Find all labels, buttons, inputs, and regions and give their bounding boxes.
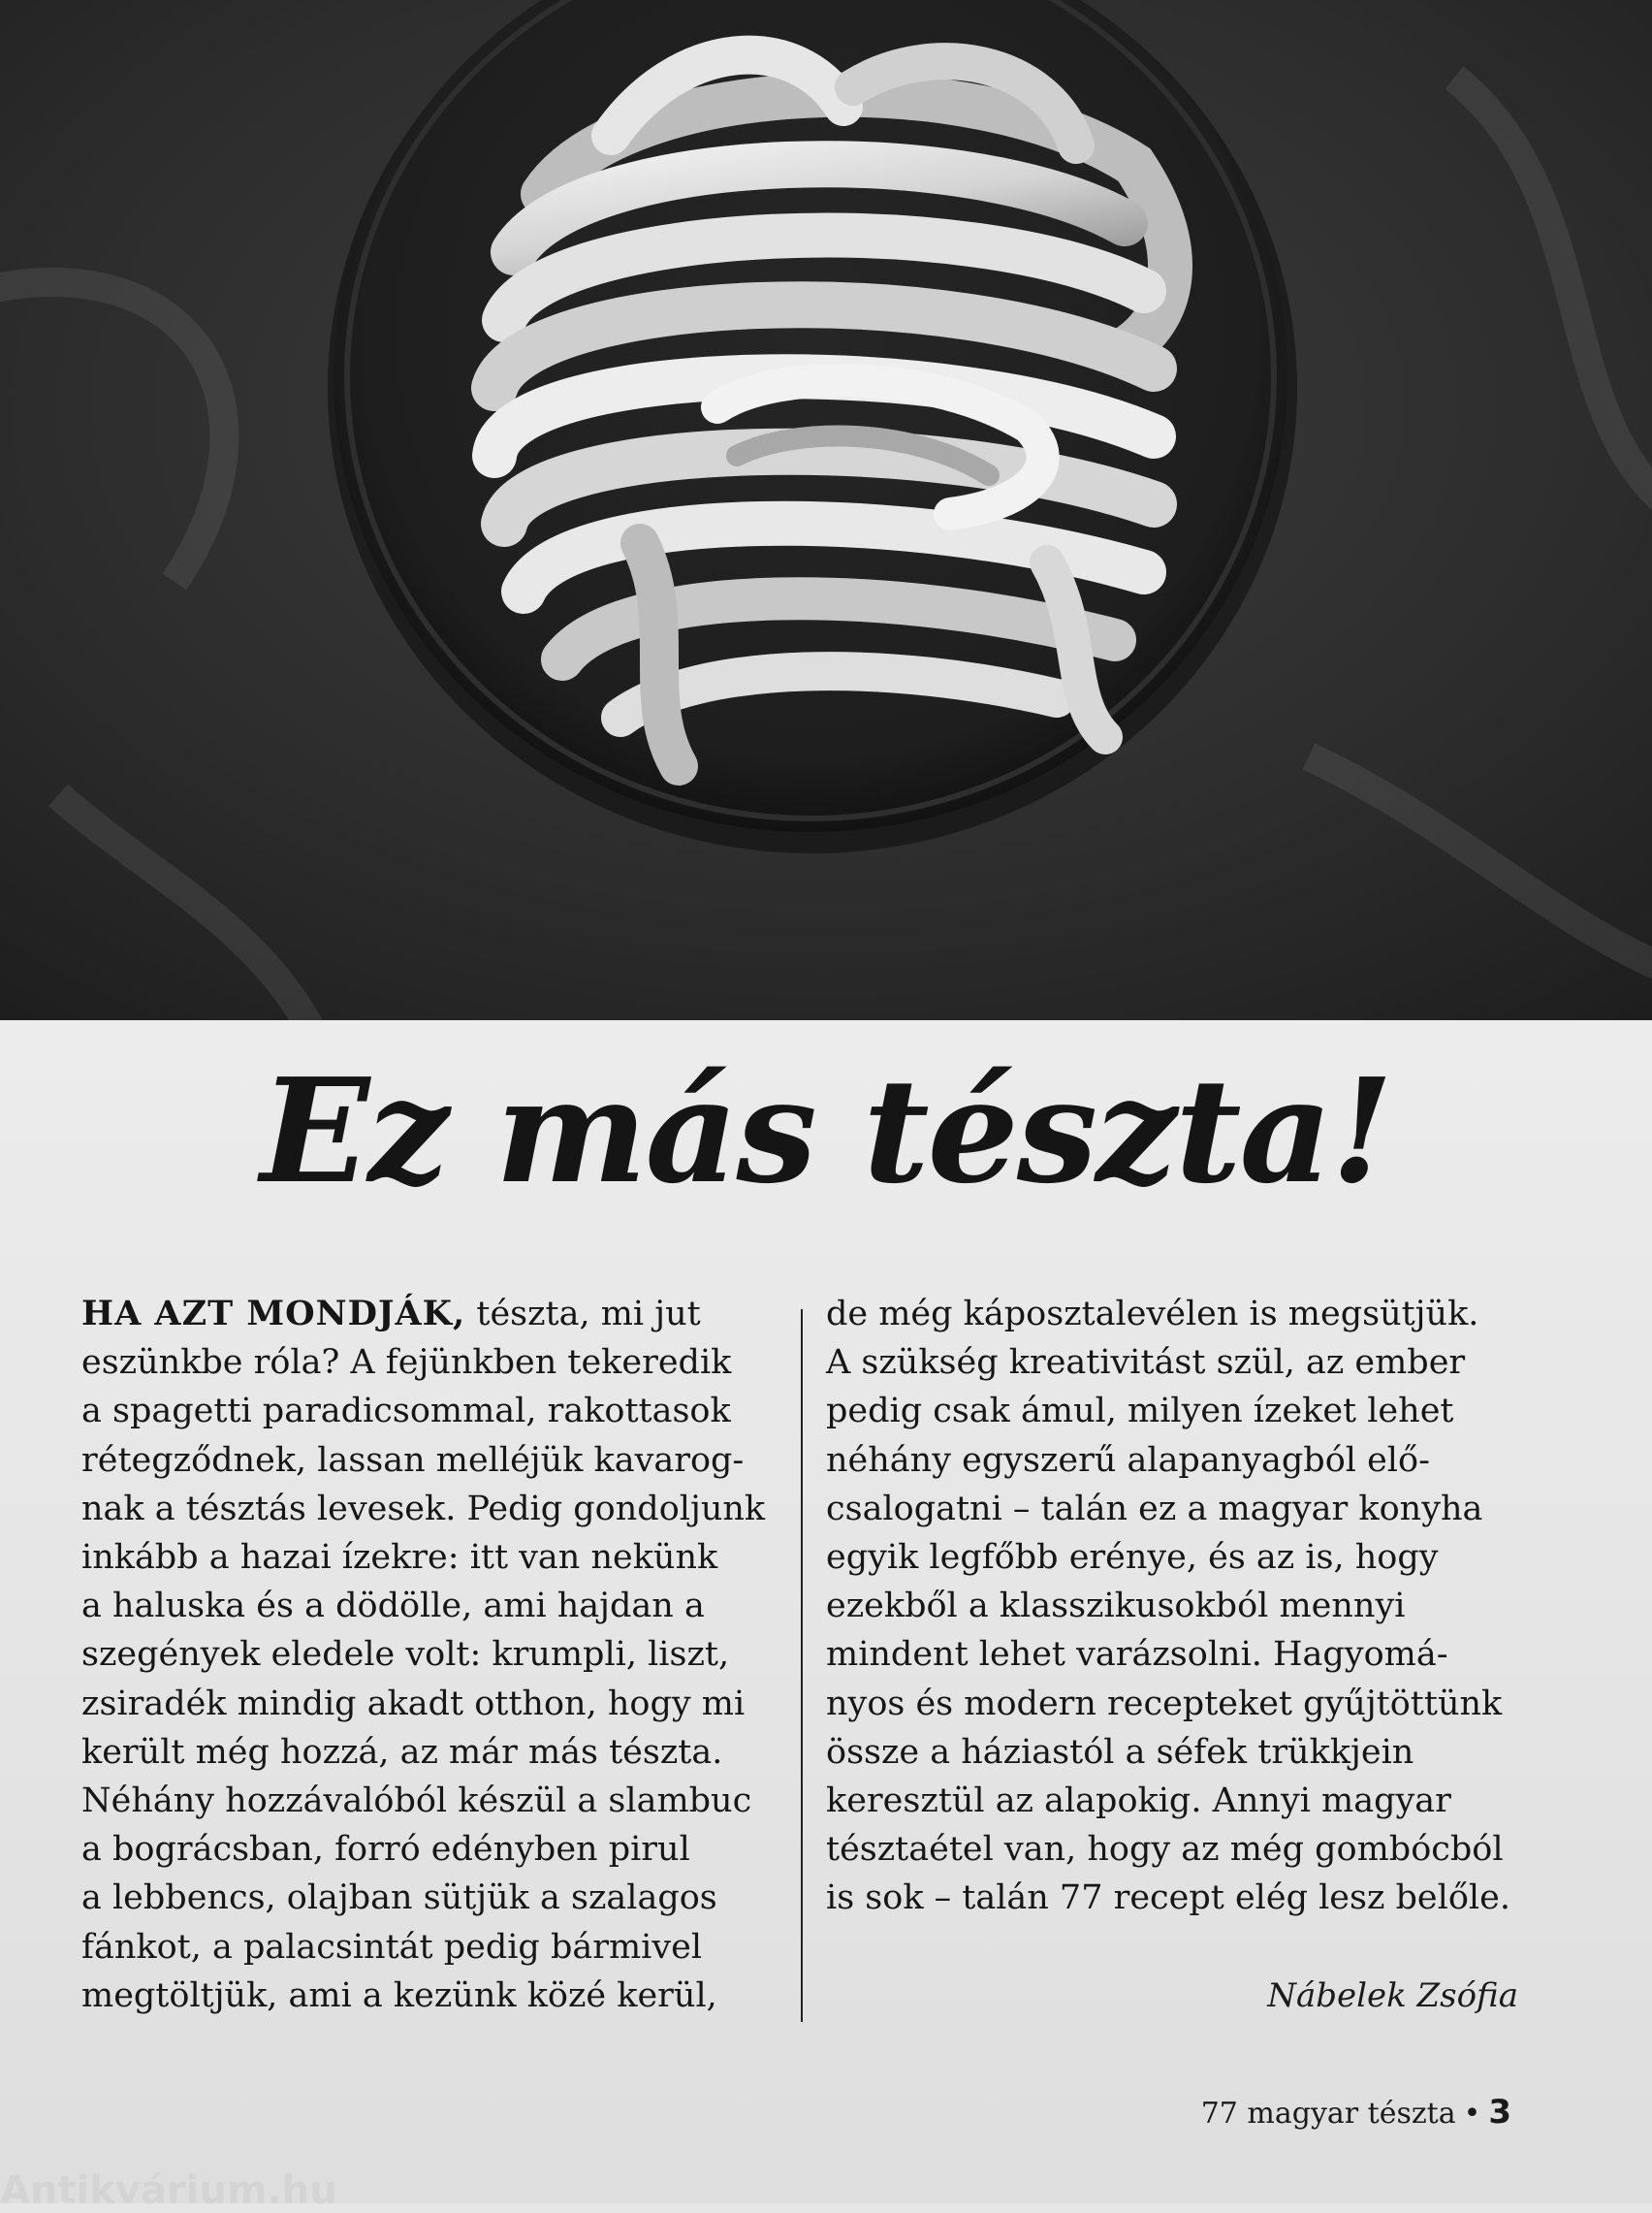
article-line: rétegződnek, lassan melléjük kavarog- bbox=[81, 1440, 745, 1480]
watermark: Antikvárium.hu bbox=[0, 2168, 337, 2213]
article-line: Néhány hozzávalóból készül a slambuc bbox=[81, 1781, 752, 1821]
page-footer bbox=[1201, 2093, 1511, 2132]
article-line: nak a tésztás levesek. Pedig gondoljunk bbox=[81, 1489, 766, 1528]
article-line: fánkot, a palacsintát pedig bármivel bbox=[81, 1927, 703, 1967]
article-line: nyos és modern recepteket gyűjtöttünk bbox=[826, 1684, 1503, 1723]
article-line: A szükség kreativitást szül, az ember bbox=[826, 1343, 1466, 1383]
article-line: csalogatni – talán ez a magyar konyha bbox=[826, 1489, 1483, 1528]
article-column-right bbox=[826, 1290, 1524, 1923]
article-line: néhány egyszerű alapanyagból elő- bbox=[826, 1440, 1430, 1480]
article-line: HA AZT MONDJÁK, tészta, mi jut bbox=[81, 1294, 701, 1333]
article-line: eszünkbe róla? A fejünkben tekeredik bbox=[81, 1343, 732, 1383]
header-photo bbox=[0, 0, 1652, 1020]
article-line: pedig csak ámul, milyen ízeket lehet bbox=[826, 1392, 1454, 1431]
article-line: a spagetti paradicsommal, rakottasok bbox=[81, 1392, 731, 1431]
book-title: 77 magyar tészta bbox=[1200, 2097, 1456, 2131]
column-divider bbox=[801, 1309, 803, 2022]
article-line: a haluska és a dödölle, ami hajdan a bbox=[81, 1587, 705, 1626]
article-line: is sok – talán 77 recept elég lesz belőle. bbox=[826, 1878, 1510, 1918]
article-line: zsiradék mindig akadt otthon, hogy mi bbox=[81, 1684, 746, 1723]
article-line: megtöltjük, ami a kezünk közé kerül, bbox=[81, 1975, 717, 2015]
article-line: a lebbencs, olajban sütjük a szalagos bbox=[81, 1878, 717, 1918]
article-column-left bbox=[81, 1290, 779, 2020]
footer-bullet: • bbox=[1463, 2097, 1481, 2131]
article-line: de még káposztalevélen is megsütjük. bbox=[826, 1295, 1479, 1333]
article-line: egyik legfőbb erénye, és az is, hogy bbox=[826, 1538, 1439, 1578]
article-line: inkább a hazai ízekre: itt van nekünk bbox=[81, 1538, 718, 1578]
article-lead: HA AZT MONDJÁK, bbox=[81, 1294, 466, 1333]
article-line: össze a háziastól a séfek trükkjein bbox=[826, 1732, 1414, 1772]
page-number: 3 bbox=[1488, 2093, 1511, 2132]
pasta-photo-illustration bbox=[0, 0, 1652, 1020]
article-line: keresztül az alapokig. Annyi magyar bbox=[826, 1781, 1451, 1821]
article-line: mindent lehet varázsolni. Hagyomá- bbox=[826, 1635, 1448, 1675]
article-line: tésztaétel van, hogy az még gombócból bbox=[826, 1830, 1504, 1870]
article-line: ezekből a klasszikusokból mennyi bbox=[826, 1587, 1406, 1626]
page-title: Ez más tészta! bbox=[260, 1046, 1392, 1215]
author-signature: Nábelek Zsófia bbox=[1267, 1976, 1518, 2015]
article-line: került még hozzá, az már más tészta. bbox=[81, 1732, 723, 1772]
article-line: a bográcsban, forró edényben pirul bbox=[81, 1830, 690, 1870]
article-line: szegények eledele volt: krumpli, liszt, bbox=[81, 1635, 730, 1675]
